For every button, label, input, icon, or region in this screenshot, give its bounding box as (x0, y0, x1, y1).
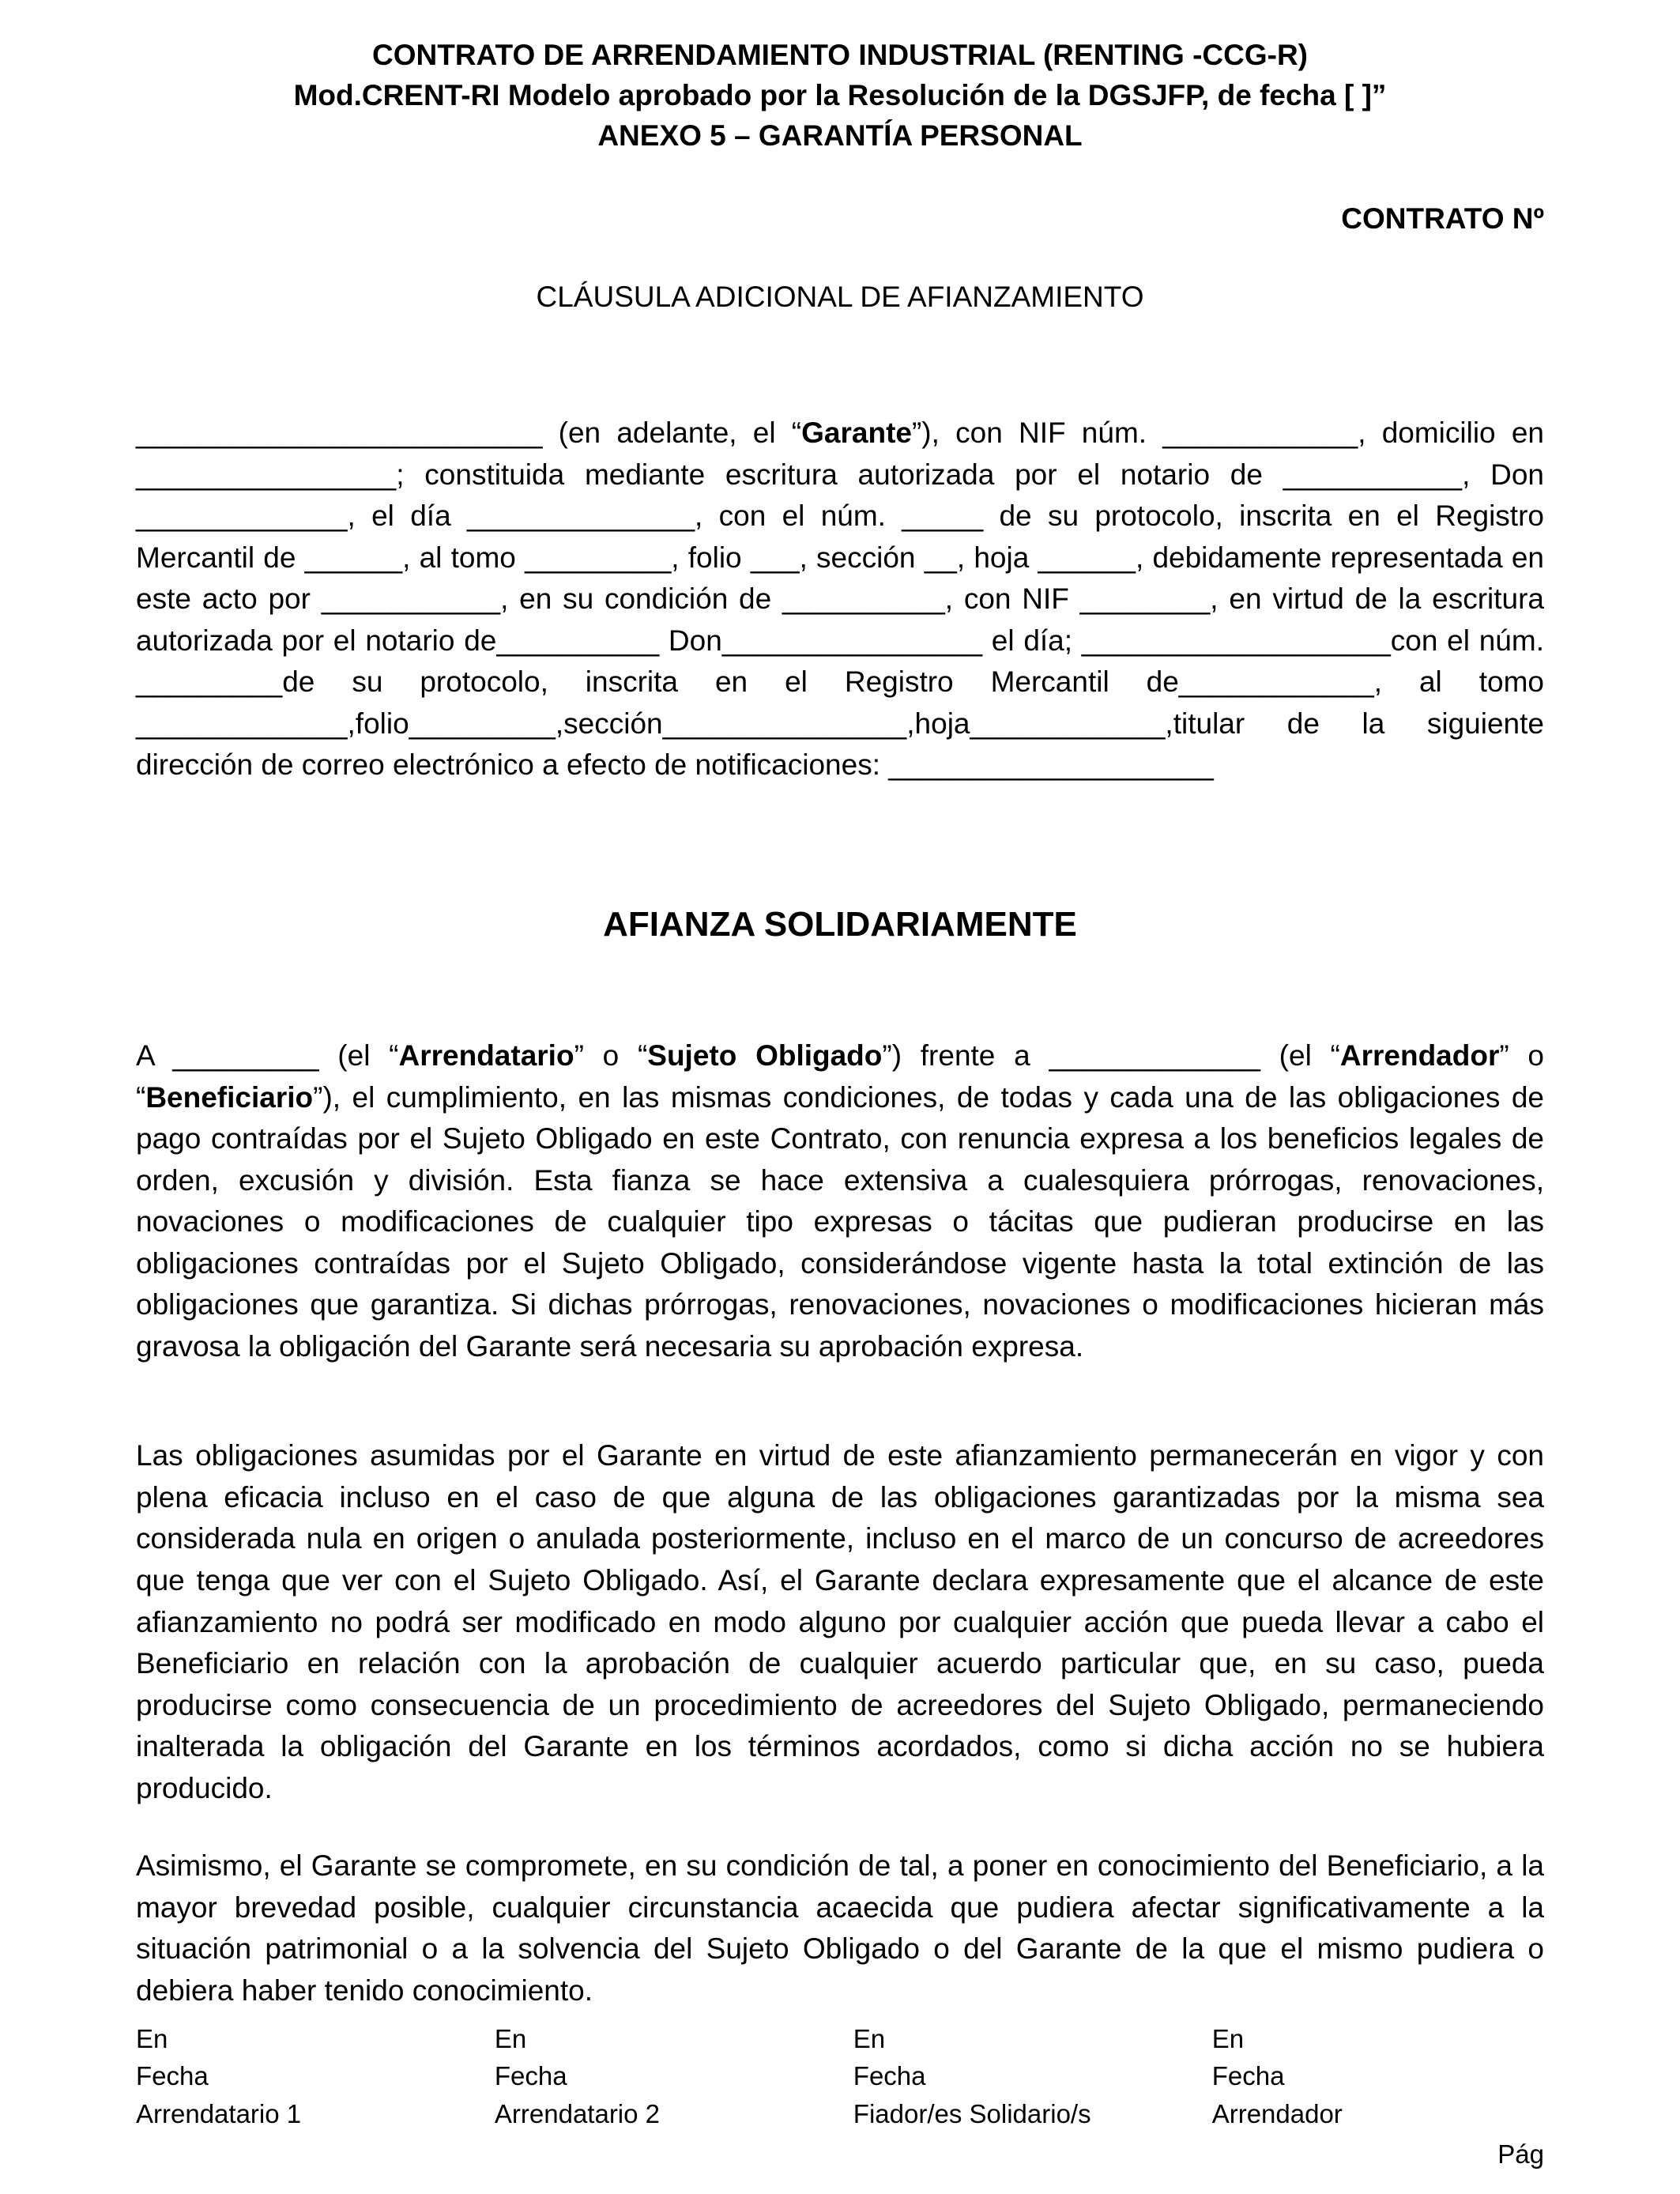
document-title-line2: Mod.CRENT-RI Modelo aprobado por la Resolución de la DGSJFP, de fecha [ ]” (293, 79, 1387, 112)
signature-date-label: Fecha (136, 2061, 209, 2091)
garante-bold-term: Garante (801, 417, 912, 450)
identification-text-segment: ”), con NIF núm. ____________, domicilio en ________________; constituida mediante escritura autorizada por el notario de ___________, Don _____________, el día ______________, con el núm. _____ de su protocolo, inscrita en el Registro Mercantil de ______, al tomo _________, folio ___, sección __, hoja ______, debidamente representada en este acto por ___________, en su condición de __________, con NIF ________, en virtud de la escritura autorizada por el notario de__________ Don________________ el día; ___________________con el núm. _________de su protocolo, inscrita en el Registro Mercantil de____________, al tomo _____________,folio_________,sección_______________,hoja____________,titular de la siguiente dirección de correo electrónico a efecto de notificaciones: ____________________ (136, 417, 1544, 782)
identification-text-segment: _________________________ (en adelante, el “ (136, 417, 802, 450)
garante-identification-paragraph (136, 413, 1544, 786)
signature-role-label: Fiador/es Solidario/s (853, 2099, 1091, 2129)
signature-date-label: Fecha (853, 2061, 926, 2091)
sujeto-obligado-bold-term: Sujeto Obligado (647, 1039, 883, 1072)
signature-column-arrendatario-1 (136, 2020, 495, 2134)
asimismo-paragraph: Asimismo, el Garante se compromete, en su condición de tal, a poner en conocimiento del Beneficiario, a la mayor brevedad posible, cualquier circunstancia acaecida que pudiera afectar significativamente a la situación patrimonial o a la solvencia del Sujeto Obligado o del Garante de la que el mismo pudiera o debiera haber tenido conocimiento. (136, 1849, 1544, 2007)
signature-place-label: En (494, 2023, 527, 2053)
document-header (136, 35, 1544, 156)
signature-place-label: En (1211, 2023, 1245, 2053)
signature-block (136, 2020, 1544, 2137)
arrendador-bold-term: Arrendador (1339, 1039, 1500, 1072)
signature-column-arrendador (1212, 2020, 1544, 2134)
signature-role-label: Arrendador (1211, 2099, 1343, 2129)
signature-date-label: Fecha (1211, 2061, 1285, 2091)
document-title-line1: CONTRATO DE ARRENDAMIENTO INDUSTRIAL (RENTING -CCG-R) (372, 39, 1308, 71)
afianza-text-segment: ”) frente a _____________ (el “ (882, 1039, 1340, 1072)
signature-place-label: En (136, 2023, 168, 2053)
afianza-text-segment: A _________ (el “ (136, 1039, 399, 1072)
signature-role-label: Arrendatario 1 (136, 2099, 302, 2129)
beneficiario-bold-term: Beneficiario (145, 1080, 314, 1114)
afianza-text-segment: ” o “ (574, 1039, 648, 1072)
signature-role-label: Arrendatario 2 (494, 2099, 661, 2129)
afianza-solidariamente-heading: AFIANZA SOLIDARIAMENTE (603, 904, 1077, 944)
signature-column-arrendatario-2 (495, 2020, 853, 2134)
signature-date-label: Fecha (494, 2061, 567, 2091)
afianza-text-segment: ” o “ (136, 1039, 1544, 1114)
clause-title: CLÁUSULA ADICIONAL DE AFIANZAMIENTO (536, 280, 1144, 313)
signature-column-fiador-solidario (853, 2020, 1212, 2134)
arrendatario-bold-term: Arrendatario (398, 1039, 574, 1072)
afianza-paragraph (136, 1035, 1544, 1367)
page-number-label: Pág (1497, 2139, 1544, 2169)
document-title-line3: ANEXO 5 – GARANTÍA PERSONAL (597, 119, 1083, 153)
contract-number-label: CONTRATO Nº (1341, 202, 1544, 236)
obligaciones-asumidas-paragraph: Las obligaciones asumidas por el Garante en virtud de este afianzamiento permanecerán en vigor y con plena eficacia incluso en el caso de que alguna de las obligaciones garantizadas por la misma sea considerada nula en origen o anulada posteriormente, incluso en el marco de un concurso de acreedores que tenga que ver con el Sujeto Obligado. Así, el Garante declara expresamente que el alcance de este afianzamiento no podrá ser modificado en modo alguno por cualquier acción que pueda llevar a cabo el Beneficiario en relación con la aprobación de cualquier acuerdo particular que, en su caso, pueda producirse como consecuencia de un procedimiento de acreedores del Sujeto Obligado, permaneciendo inalterada la obligación del Garante en los términos acordados, como si dicha acción no se hubiera producido. (136, 1439, 1544, 1804)
signature-place-label: En (853, 2023, 886, 2053)
afianza-text-segment: ”), el cumplimiento, en las mismas condiciones, de todas y cada una de las obligaciones de pago contraídas por el Sujeto Obligado en este Contrato, con renuncia expresa a los beneficios legales de orden, excusión y división. Esta fianza se hace extensiva a cualesquiera prórrogas, renovaciones, novaciones o modificaciones de cualquier tipo expresas o tácitas que pudieran producirse en las obligaciones contraídas por el Sujeto Obligado, considerándose vigente hasta la total extinción de las obligaciones que garantiza. Si dichas prórrogas, renovaciones, novaciones o modificaciones hicieran más gravosa la obligación del Garante será necesaria su aprobación expresa. (136, 1080, 1544, 1363)
